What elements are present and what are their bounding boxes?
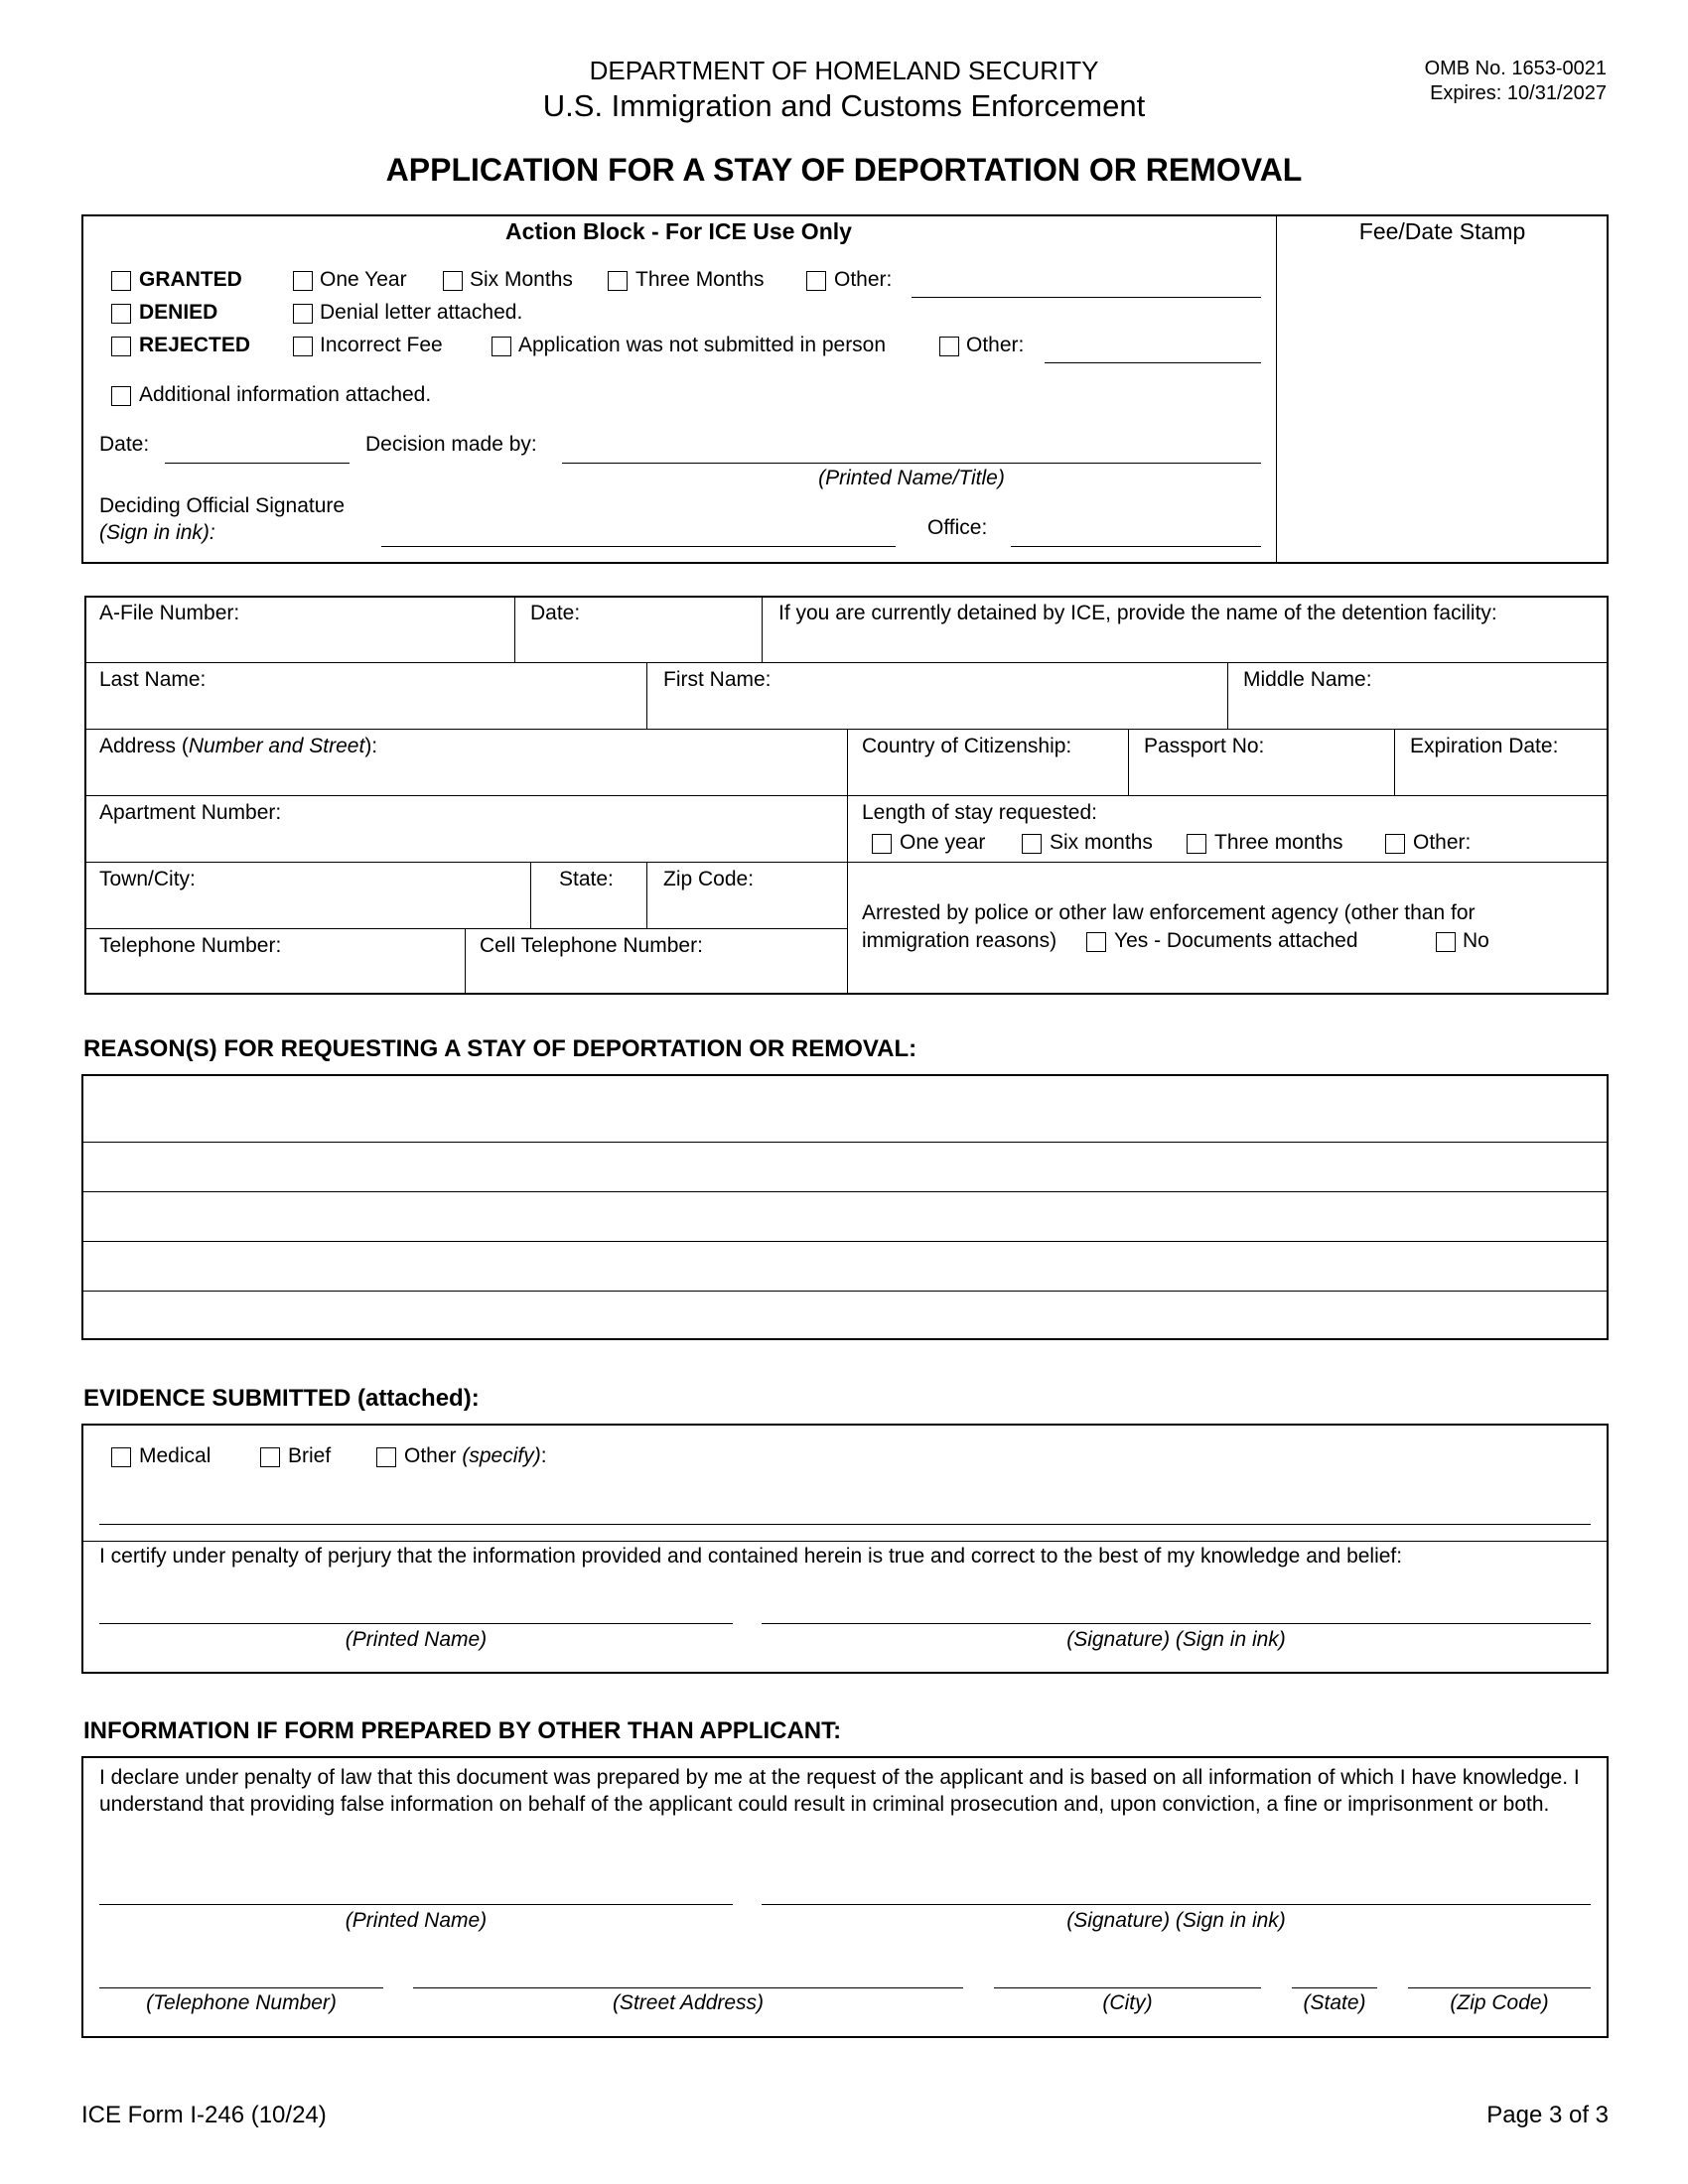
three-months-checkbox[interactable] [608, 271, 628, 291]
stay-other-label: Other: [1413, 831, 1472, 854]
rejected-other-checkbox[interactable] [939, 337, 959, 356]
applicant-signature-field[interactable] [762, 1623, 1591, 1624]
zip-code-label: Zip Code: [663, 868, 755, 890]
medical-checkbox[interactable] [111, 1447, 131, 1467]
preparer-city-field[interactable] [994, 1987, 1261, 1988]
action-block-divider [1276, 214, 1277, 564]
evidence-divider [81, 1541, 1609, 1542]
action-date-field[interactable] [165, 463, 350, 464]
evidence-other-text: Other [404, 1444, 463, 1467]
telephone-number-label: Telephone Number: [99, 934, 282, 957]
address-label-suffix: ): [364, 735, 378, 757]
reasons-heading: REASON(S) FOR REQUESTING A STAY OF DEPORTATION OR REMOVAL: [83, 1035, 917, 1062]
stay-six-months-label: Six months [1050, 831, 1153, 854]
action-block-title: Action Block - For ICE Use Only [505, 218, 852, 244]
arrested-yes-checkbox[interactable] [1086, 932, 1106, 952]
denied-checkbox[interactable] [111, 304, 131, 324]
address-label-italic: Number and Street [188, 735, 365, 757]
printed-name-title-caption: (Printed Name/Title) [818, 467, 1005, 489]
last-name-label: Last Name: [99, 668, 207, 691]
incorrect-fee-checkbox[interactable] [293, 337, 313, 356]
fee-date-stamp: Fee/Date Stamp [1358, 218, 1526, 244]
first-name-label: First Name: [663, 668, 772, 691]
rejected-other-field[interactable] [1045, 362, 1261, 363]
stay-three-months-checkbox[interactable] [1187, 834, 1206, 854]
country-of-citizenship-label: Country of Citizenship: [862, 735, 1072, 757]
town-city-label: Town/City: [99, 868, 196, 890]
stay-six-months-checkbox[interactable] [1022, 834, 1042, 854]
row-divider [847, 862, 1609, 863]
brief-label: Brief [288, 1444, 332, 1467]
arrested-no-label: No [1463, 929, 1489, 952]
reason-line[interactable] [81, 1241, 1609, 1242]
medical-label: Medical [139, 1444, 211, 1467]
preparer-street-field[interactable] [413, 1987, 963, 1988]
granted-other-label: Other: [834, 268, 893, 291]
stay-one-year-checkbox[interactable] [872, 834, 892, 854]
office-field[interactable] [1011, 546, 1261, 547]
middle-name-label: Middle Name: [1243, 668, 1372, 691]
arrested-yes-label: Yes - Documents attached [1114, 929, 1358, 952]
denial-letter-checkbox[interactable] [293, 304, 313, 324]
evidence-heading: EVIDENCE SUBMITTED (attached): [83, 1385, 480, 1412]
certify-statement: I certify under penalty of perjury that the information provided and contained herein is true and correct to the best of my knowledge and belief: [99, 1545, 1403, 1568]
reasons-box[interactable] [81, 1074, 1609, 1340]
evidence-specify-text: (specify) [462, 1444, 541, 1467]
preparer-state-field[interactable] [1292, 1987, 1377, 1988]
decision-by-field[interactable] [562, 463, 1261, 464]
passport-number-label: Passport No: [1144, 735, 1265, 757]
row-divider [84, 662, 1609, 663]
applicant-printed-name-field[interactable] [99, 1623, 733, 1624]
preparer-street-caption: (Street Address) [612, 1991, 765, 2014]
applicant-signature-caption: (Signature) (Sign in ink) [1066, 1628, 1286, 1651]
preparer-state-caption: (State) [1303, 1991, 1366, 2014]
form-id: ICE Form I-246 (10/24) [81, 2102, 327, 2128]
form-title: APPLICATION FOR A STAY OF DEPORTATION OR REMOVAL [385, 152, 1303, 188]
decision-by-label: Decision made by: [365, 433, 537, 456]
denial-letter-label: Denial letter attached. [320, 301, 523, 324]
evidence-colon: : [540, 1444, 547, 1467]
stay-three-months-label: Three months [1214, 831, 1343, 854]
additional-info-label: Additional information attached. [139, 383, 432, 406]
address-label-prefix: Address ( [99, 735, 189, 757]
granted-other-field[interactable] [912, 297, 1261, 298]
not-in-person-label: Application was not submitted in person [518, 334, 887, 356]
address-label [99, 735, 377, 758]
preparer-zip-caption: (Zip Code) [1450, 1991, 1549, 2014]
sign-in-ink-caption: (Sign in ink): [99, 521, 215, 544]
a-file-number-label: A-File Number: [99, 602, 240, 624]
agency-name: U.S. Immigration and Customs Enforcement [542, 88, 1146, 123]
cell-divider [847, 729, 848, 995]
cell-divider [1394, 729, 1395, 795]
brief-checkbox[interactable] [260, 1447, 280, 1467]
reason-line[interactable] [81, 1142, 1609, 1143]
rejected-label: REJECTED [139, 334, 251, 356]
preparer-signature-field[interactable] [762, 1904, 1591, 1905]
row-divider [84, 862, 847, 863]
preparer-heading: INFORMATION IF FORM PREPARED BY OTHER THAN APPLICANT: [83, 1717, 842, 1744]
cell-divider [1227, 662, 1228, 729]
cell-divider [1128, 729, 1129, 795]
expiration-date-label: Expiration Date: [1410, 735, 1559, 757]
rejected-other-label: Other: [966, 334, 1025, 356]
arrested-no-checkbox[interactable] [1436, 932, 1456, 952]
preparer-declaration: I declare under penalty of law that this document was prepared by me at the request of the applicant and is based on all information of which I have knowledge. I understand that providing false information on behalf of the applicant could result in criminal prosecution and, upon conviction, a fine or imprisonment or both. [99, 1766, 1580, 1816]
one-year-checkbox[interactable] [293, 271, 313, 291]
cell-divider [646, 662, 647, 729]
page-number: Page 3 of 3 [1486, 2102, 1609, 2128]
not-in-person-checkbox[interactable] [492, 337, 511, 356]
evidence-other-label [404, 1444, 547, 1468]
cell-divider [762, 596, 763, 662]
omb-number: OMB No. 1653-0021 [1424, 58, 1607, 79]
row-divider [84, 928, 847, 929]
evidence-other-checkbox[interactable] [376, 1447, 396, 1467]
arrested-question-line2: immigration reasons) [862, 929, 1057, 952]
granted-label: GRANTED [139, 268, 242, 291]
preparer-signature-caption: (Signature) (Sign in ink) [1066, 1909, 1286, 1932]
rejected-checkbox[interactable] [111, 337, 131, 356]
incorrect-fee-label: Incorrect Fee [320, 334, 443, 356]
stay-other-checkbox[interactable] [1385, 834, 1405, 854]
one-year-label: One Year [320, 268, 407, 291]
six-months-label: Six Months [470, 268, 573, 291]
preparer-printed-name-caption: (Printed Name) [345, 1909, 488, 1932]
preparer-city-caption: (City) [1102, 1991, 1153, 2014]
state-label: State: [559, 868, 614, 890]
reason-line[interactable] [81, 1291, 1609, 1292]
deciding-official-label: Deciding Official Signature [99, 494, 346, 517]
cell-telephone-label: Cell Telephone Number: [480, 934, 703, 957]
department-name: DEPARTMENT OF HOMELAND SECURITY [589, 56, 1099, 85]
granted-other-checkbox[interactable] [806, 271, 826, 291]
applicant-printed-name-caption: (Printed Name) [345, 1628, 488, 1651]
apartment-number-label: Apartment Number: [99, 801, 282, 824]
granted-checkbox[interactable] [111, 271, 131, 291]
preparer-zip-field[interactable] [1408, 1987, 1591, 1988]
evidence-other-field[interactable] [99, 1524, 1591, 1525]
six-months-checkbox[interactable] [443, 271, 463, 291]
preparer-printed-name-field[interactable] [99, 1904, 733, 1905]
length-of-stay-label: Length of stay requested: [862, 801, 1097, 824]
arrested-question-line1: Arrested by police or other law enforcement agency (other than for [862, 901, 1476, 924]
additional-info-checkbox[interactable] [111, 386, 131, 406]
applicant-date-label: Date: [530, 602, 581, 624]
denied-label: DENIED [139, 301, 218, 324]
preparer-telephone-field[interactable] [99, 1987, 383, 1988]
deciding-official-signature-field[interactable] [381, 546, 896, 547]
action-date-label: Date: [99, 433, 150, 456]
cell-divider [646, 862, 647, 928]
preparer-telephone-caption: (Telephone Number) [146, 1991, 337, 2014]
cell-divider [530, 862, 531, 928]
detention-facility-label: If you are currently detained by ICE, provide the name of the detention facility: [778, 602, 1497, 624]
cell-divider [465, 928, 466, 995]
expiration-notice: Expires: 10/31/2027 [1430, 82, 1607, 104]
stay-one-year-label: One year [900, 831, 986, 854]
reason-line[interactable] [81, 1191, 1609, 1192]
three-months-label: Three Months [635, 268, 765, 291]
office-label: Office: [927, 516, 988, 539]
cell-divider [514, 596, 515, 662]
